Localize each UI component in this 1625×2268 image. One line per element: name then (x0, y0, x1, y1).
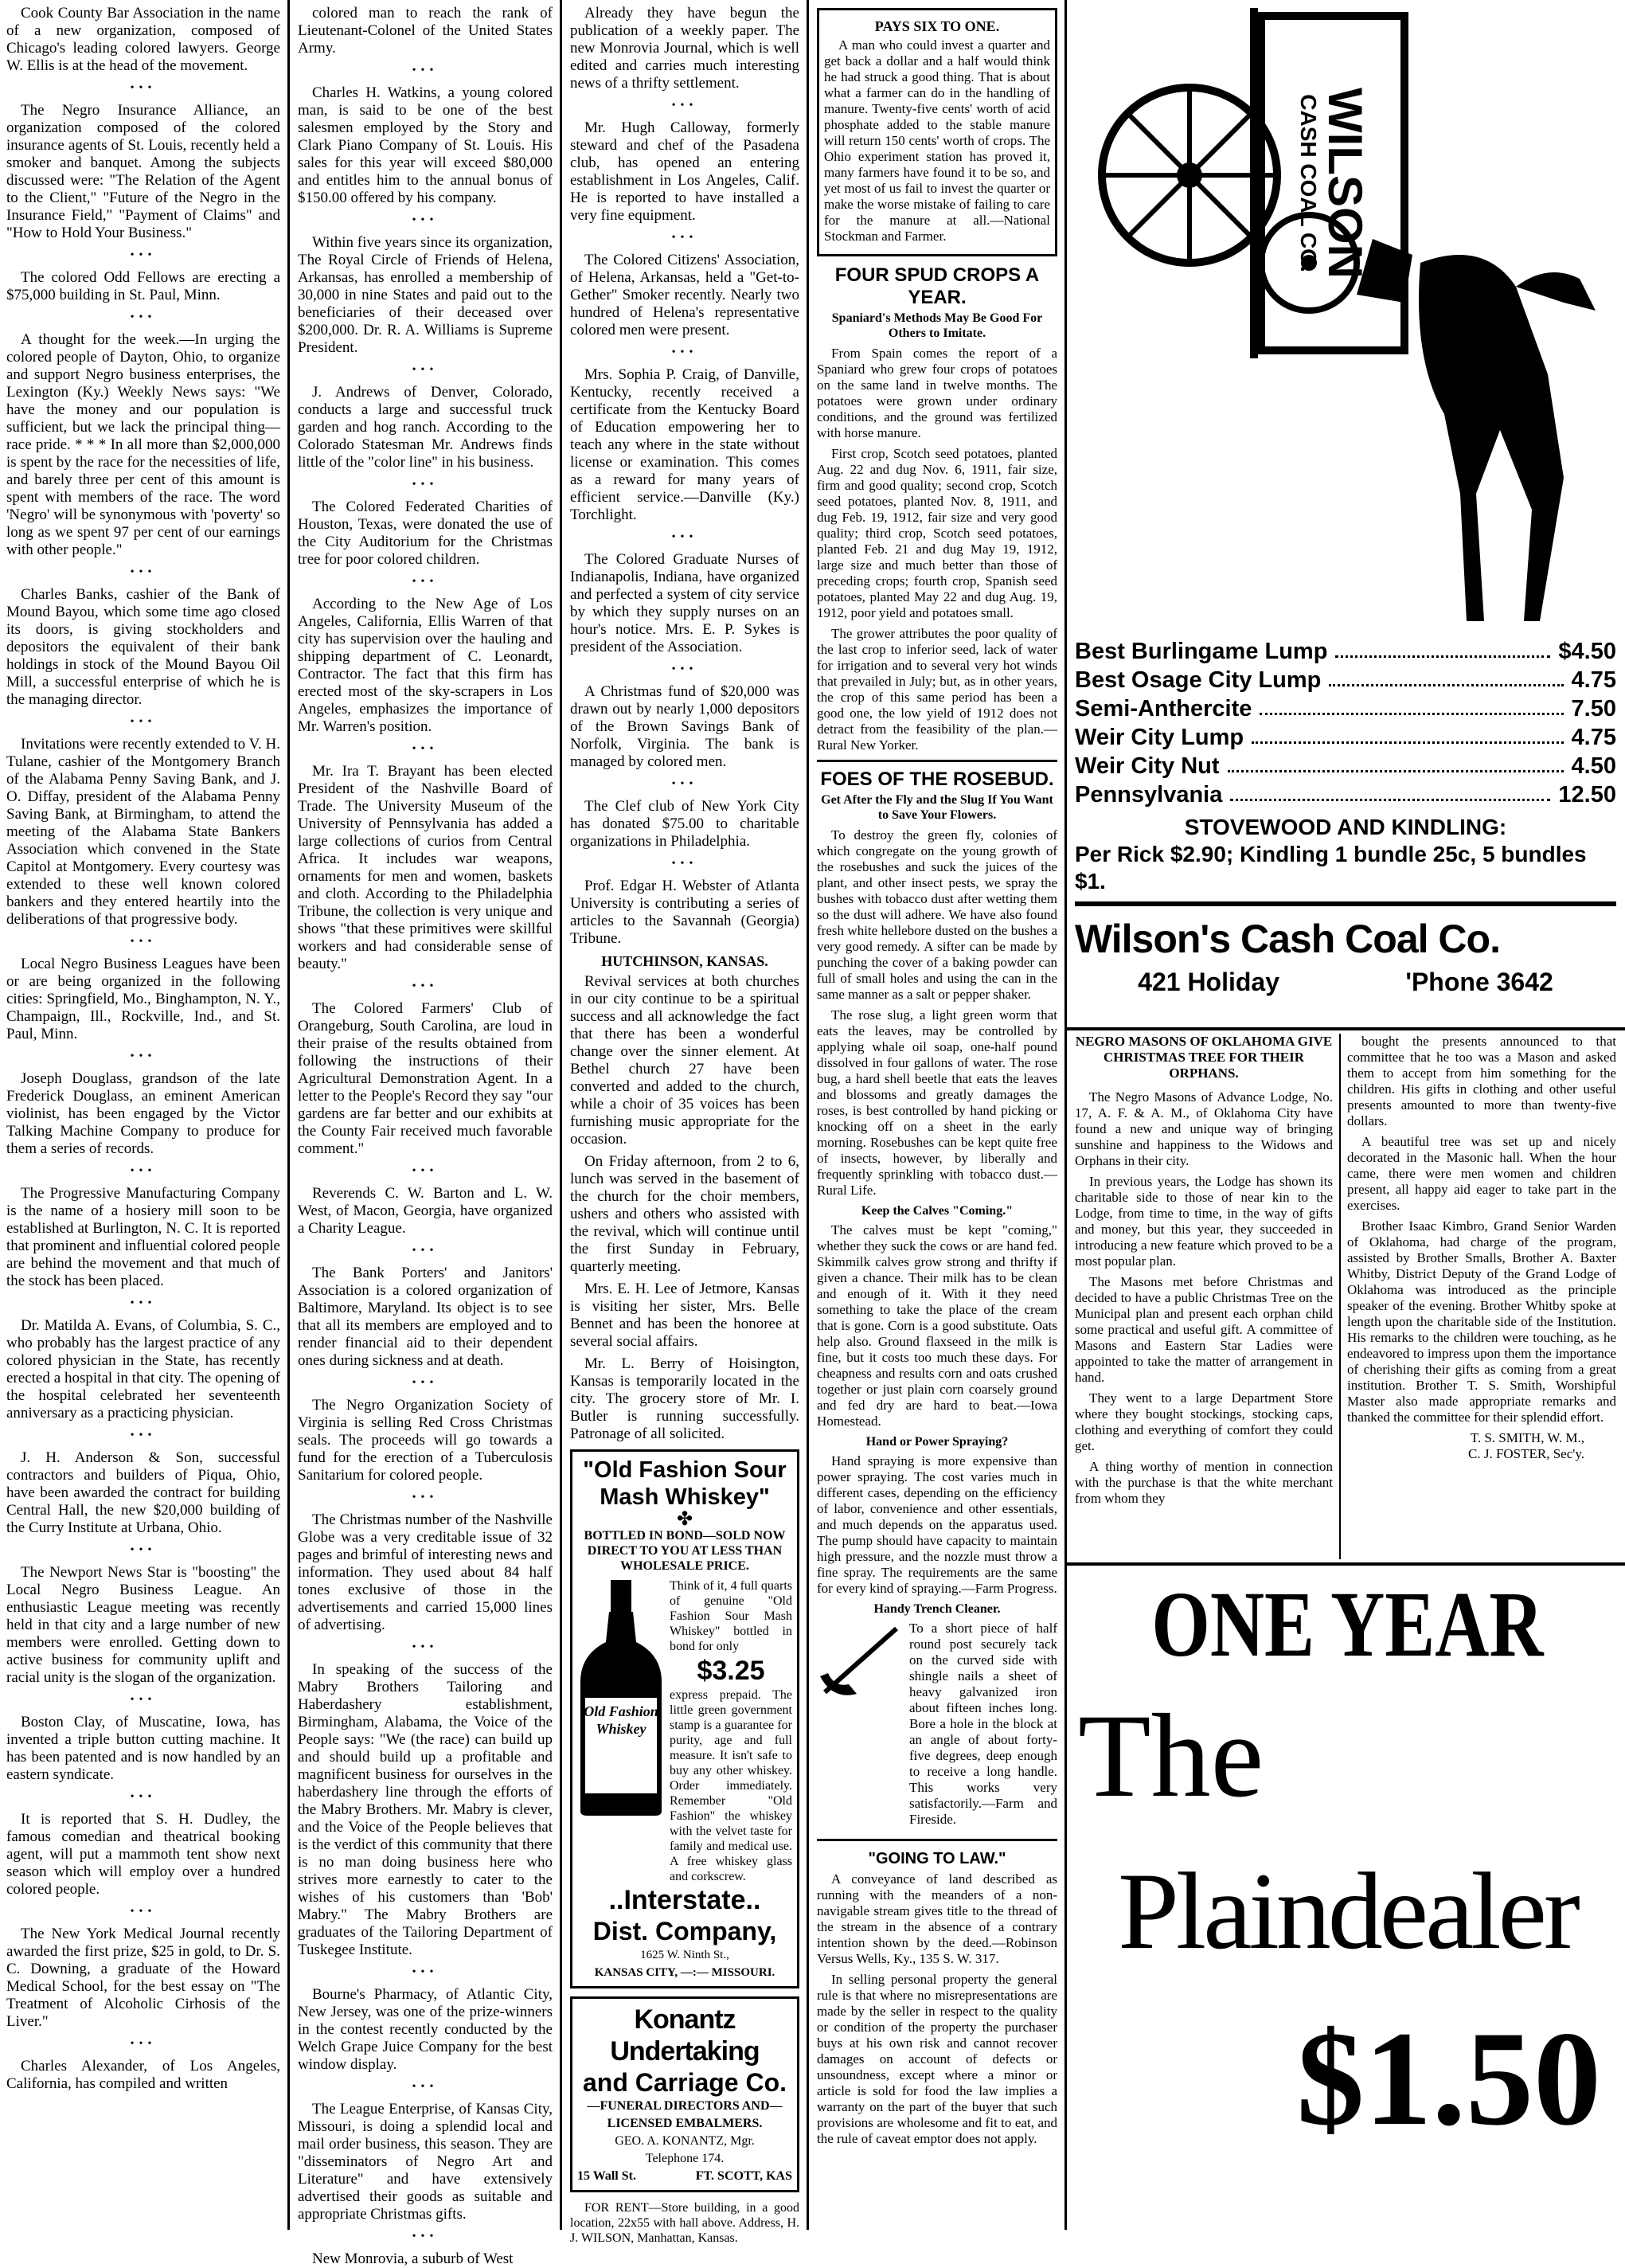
undertaking-street: 15 Wall St. (577, 2169, 636, 2183)
undertaking-title-2: and Carriage Co. (582, 2068, 787, 2097)
news-item: The Christmas number of the Nashville Globe was a very creditable issue of 32 pages and brimful of interesting news and information. They used about 84 half tones exclusive of those in the advertisements and carried 15,000 lines of advertising. (298, 1511, 553, 1633)
coal-price-row (1075, 637, 1616, 666)
news-item: In speaking of the success of the Mabry Brothers Tailoring and Haberdashery establishment, Birmingham, Alabama, the Voice of the People says: "We (the race) can build up and should build up a profitable and magnificent business for ourselves in the haberdashery line through the efforts of the Mabry Brothers. Mr. Mabry is clever, and the Voice of the People believes that is the verdict of this community that there is no man doing business here who strives more earnestly to cater to the wishes of his customers than 'Bob' Mabry." The Mabry Brothers are graduates of the Tailoring Department of Tuskegee Institute. (298, 1661, 553, 1958)
separator-stars: ••• (412, 1492, 439, 1504)
coal-type: Weir City Lump (1075, 725, 1244, 750)
undertaking-line-4: Telephone 174. (645, 2152, 725, 2165)
leader-dots (1329, 666, 1563, 686)
news-item: J. Andrews of Denver, Colorado, conducts a large and successful truck garden and hog ranch. According to the Colorado Statesman Mr. Andrews finds little of the "color line" in his business. (298, 384, 553, 471)
whiskey-ad-title: "Old Fashion Sour Mash Whiskey" (583, 1457, 787, 1510)
hutchinson-paragraph: Mr. L. Berry of Hoisington, Kansas is temporarily located in the city. The grocery store of Mr. I. Butler is running successfully. Patronage of all solicited. (570, 1355, 799, 1442)
undertaking-title-1: Konantz Undertaking (610, 2004, 760, 2067)
news-item: The Negro Organization Society of Virginia is selling Red Cross Christmas seals. The proceeds will go towards a fund for the erection of a Tuberculosis Sanitarium for colored people. (298, 1397, 553, 1484)
news-item: Boston Clay, of Muscatine, Iowa, has invented a triple button cutting machine. It has been patented and is now handled by an eastern syndicate. (6, 1714, 280, 1783)
masons-title: NEGRO MASONS OF OKLAHOMA GIVE CHRISTMAS TREE FOR THEIR ORPHANS. (1075, 1034, 1333, 1081)
news-item: Cook County Bar Association in the name of a new organization, composed of Chicago's leading colored lawyers. George W. Ellis is at the head of the movement. (6, 5, 280, 74)
whiskey-details: express prepaid. The little green government stamp is a guarantee for purity, age and full measure. It isn't safe to buy any other whiskey. Order immediately. Remember "Old Fashion" the whiskey with the velvet taste for family and medical use. A free whiskey glass and corkscrew. (670, 1688, 792, 1883)
masons-paragraph: A thing worthy of mention in connection with the purchase is that the white merchant from whom they (1075, 1459, 1333, 1506)
coal-price-row (1075, 723, 1616, 752)
coal-phone: 'Phone 3642 (1405, 968, 1553, 996)
separator-stars: ••• (130, 1297, 157, 1309)
separator-stars: ••• (412, 1165, 439, 1177)
separator-stars: ••• (412, 65, 439, 76)
separator-stars: ••• (412, 2081, 439, 2093)
plaindealer-one-year: ONE YEAR (1151, 1572, 1544, 1676)
leader-dots (1335, 637, 1550, 658)
separator-stars: ••• (130, 1165, 157, 1177)
news-item: Prof. Edgar H. Webster of Atlanta University is contributing a series of articles to the Savannah (Georgia) Tribune. (570, 878, 799, 947)
news-item: Charles Banks, cashier of the Bank of Mound Bayou, which some time ago closed its doors, is giving stockholders and depositors the equivalent of their bank holdings in stock of the Mound Bayou Oil Mill, a successful enterprise of which he is the managing director. (6, 586, 280, 708)
hutchinson-paragraph: Mrs. E. H. Lee of Jetmore, Kansas is visiting her sister, Mrs. Belle Bennet and has been the honoree at several social affairs. (570, 1281, 799, 1350)
news-item: Local Negro Business Leagues have been or are being organized in the following cities: Springfield, Mo., Binghampton, N. Y., Champaign, Ill., Rockville, Ind., and St. Paul, Minn. (6, 956, 280, 1042)
coal-price: $4.50 (1558, 639, 1616, 664)
trench-title: Handy Trench Cleaner. (873, 1602, 1001, 1616)
column-rule (560, 0, 562, 2230)
spud-title: FOUR SPUD CROPS A YEAR. (834, 264, 1040, 308)
masons-paragraph: They went to a large Department Store where they bought stockings, stocking caps, clothing and everything of comfort they could get. (1075, 1390, 1333, 1453)
separator-stars: ••• (671, 531, 698, 543)
whiskey-company-1: ..Interstate.. (608, 1885, 761, 1915)
separator-stars: ••• (412, 214, 439, 226)
coal-type: Best Osage City Lump (1075, 667, 1322, 693)
separator-stars: ••• (412, 479, 439, 491)
stovewood-heading: STOVEWOOD AND KINDLING: (1184, 815, 1507, 839)
separator-stars: ••• (412, 364, 439, 376)
news-item: The Colored Federated Charities of Houston, Texas, were donated the use of the City Auditorium for the Christmas tree for poor colored children. (298, 499, 553, 568)
news-item: colored man to reach the rank of Lieutenant-Colonel of the United States Army. (298, 5, 553, 57)
coal-price-row (1075, 752, 1616, 780)
news-item: The Newport News Star is "boosting" the Local Negro Business League. An enthusiastic League meeting was recently held in that city and a large number of new members were enrolled. Getting down to active business for community uplift and racial unity is the slogan of the organization. (6, 1564, 280, 1686)
coal-price: 4.50 (1571, 753, 1616, 779)
coal-ad (1070, 0, 1625, 1035)
calves-title: Keep the Calves "Coming." (861, 1204, 1014, 1218)
undertaking-line-1: —FUNERAL DIRECTORS AND— (587, 2099, 783, 2113)
divider (817, 760, 1057, 762)
plaindealer-the: The (1078, 1690, 1264, 1822)
bottle-label-2: Whiskey (596, 1721, 646, 1737)
news-item: The colored Odd Fellows are erecting a $75,000 building in St. Paul, Minn. (6, 269, 280, 303)
separator-stars: ••• (130, 936, 157, 948)
news-item: The Clef club of New York City has donated $75.00 to charitable organizations in Philadelphia. (570, 798, 799, 850)
spray-title: Hand or Power Spraying? (865, 1435, 1009, 1449)
news-item: Invitations were recently extended to V. H. Tulane, cashier of the Montgomery Branch of the Alabama Penny Saving Bank, and J. O. Diffay, president of the Alabama Penny Saving Bank, at Birmingham, to attend the meeting of the Alabama State Bankers Association which convened in the State Capitol at Montgomery. Every courtesy was extended to these well known colored bankers and they entered heartily into the deliberations of that progressive body. (6, 736, 280, 928)
separator-stars: ••• (671, 778, 698, 790)
masons-paragraph: A beautiful tree was set up and nicely decorated in the Masonic hall. When the hour came, there were men women and children present, all happy aid eager to take part in the exercises. (1347, 1134, 1616, 1213)
separator-stars: ••• (412, 1377, 439, 1389)
coal-price: 4.75 (1571, 725, 1616, 750)
news-item: The New York Medical Journal recently awarded the first prize, $25 in gold, to Dr. S. C. Downing, a graduate of the Howard Medical School, for the best essay on "The Treatment of Alcoholic Cirhosis of the Liver." (6, 1926, 280, 2030)
column-rule (1339, 1034, 1341, 1559)
fleur-ornament-icon: ✤ (676, 1509, 693, 1530)
spray-text: Hand spraying is more expensive than power spraying. The cost varies much in different cases, depending on the efficiency of labor, convenience and other essentials, and much depends on the apparatus used. The pump should have capacity to maintain high pressure, and the nozzle must throw a fine spray. The requirements are the same for every kind of spraying.—Farm Progress. (817, 1453, 1057, 1596)
separator-stars: ••• (412, 2231, 439, 2243)
news-item: The League Enterprise, of Kansas City, Missouri, is doing a splendid local and mail order business, this season. They are "disseminators of Negro Art and Literature" and have extensively advertised their goods as suitable and appropriate Christmas gifts. (298, 2101, 553, 2223)
pays-six-box (817, 8, 1057, 256)
whiskey-bottle-icon (577, 1578, 665, 1884)
news-item: J. H. Anderson & Son, successful contractors and builders of Piqua, Ohio, have been awarded the contract for building Central Hall, the new $20,000 building of the Curry Institute at Urbana, Ohio. (6, 1449, 280, 1536)
law-paragraph: In selling personal property the general rule is that where no misrepresentations are made by the seller in respect to the quality or condition of the property the purchaser buys at his own risk and cannot recover damages on account of defects or unsoundness, except where a minor or article is sold for food the law implies a warranty on the part of the buyer that such provisions are wholesome and fit to eat, and the rule of caveat emptor does not apply. (817, 1972, 1057, 2146)
section-rule (1067, 1562, 1625, 1566)
pays-six-text: A man who could invest a quarter and get back a dollar and a half would think he had struck a good thing. That is about what a farmer can do in the handling of manure. Twenty-five cents' worth of acid phosphate added to the stable manure will return 150 cents' worth of crops. The Ohio experiment station has proved it, many farmers have found it to be so, and yet most of us fail to invest the quarter or make the worse mistake of failing to care for the manure at all.—National Stockman and Farmer. (824, 37, 1050, 244)
news-item: Within five years since its organization, The Royal Circle of Friends of Helena, Arkansas, has enrolled a membership of 30,000 in nine States and paid out to the beneficiaries of their deceased over $200,000. Dr. R. A. Williams is Supreme President. (298, 234, 553, 356)
news-item: Already they have begun the publication of a weekly paper. The new Monrovia Journal, which is well edited and carries much interesting news of a thrifty settlement. (570, 5, 799, 92)
news-item: Reverends C. W. Barton and L. W. West, of Macon, Georgia, have organized a Charity League. (298, 1185, 553, 1237)
separator-stars: ••• (130, 2038, 157, 2050)
for-rent-notice: FOR RENT—Store building, in a good location, 22x55 with hall above. Address, H. J. WILSON, Manhattan, Kansas. (570, 2201, 799, 2245)
separator-stars: ••• (671, 858, 698, 870)
coal-type: Semi-Anthercite (1075, 696, 1252, 721)
law-paragraph: A conveyance of land described as running with the meanders of a non-navigable stream gives title to the thread of the stream in the absence of a contrary intention shown by the deed.—Robinson Versus Wells, Ky., 135 S. W. 317. (817, 1871, 1057, 1966)
divider (817, 1839, 1057, 1841)
section-rule (1067, 1027, 1625, 1030)
leader-dots (1260, 694, 1563, 715)
news-item: The Progressive Manufacturing Company is the name of a hosiery mill soon to be established at Burlington, N. C. It is reported that prominent and influential colored people are behind the movement and that much of the stock has been placed. (6, 1185, 280, 1289)
news-item: The Colored Farmers' Club of Orangeburg, South Carolina, are loud in their praise of the results obtained from following the instructions of their Agricultural Demonstration Agent. In a letter to the People's Record they say "our gardens are far better and our exhibits at the County Fair received much favorable comment." (298, 1000, 553, 1157)
plaindealer-price: $1.50 (1296, 2004, 1601, 2153)
coal-address: 421 Holiday (1138, 968, 1280, 996)
kindling-prices: Per Rick $2.90; Kindling 1 bundle 25c, 5 bundles $1. (1075, 842, 1587, 894)
coal-price: 4.75 (1571, 667, 1616, 693)
rose-paragraph: The rose slug, a light green worm that eats the leaves, may be controlled by applying whale oil soap, one-half pound dissolved in four gallons of water. The rose bug, a hard shell beetle that eats the leaves and blossoms and greatly damages the roses, is best controlled by hand picking or knocking off on a sheet in the early morning. Rosebushes can be kept quite free of insects, however, by liberally and frequently sprinkling with tobacco dust.—Rural Life. (817, 1007, 1057, 1198)
rose-title: FOES OF THE ROSEBUD. (820, 768, 1054, 790)
separator-stars: ••• (671, 232, 698, 244)
separator-stars: ••• (412, 743, 439, 755)
separator-stars: ••• (130, 82, 157, 94)
separator-stars: ••• (671, 346, 698, 358)
news-column-3 (564, 0, 806, 2245)
coal-price-row (1075, 780, 1616, 809)
trench-cleaner-icon (817, 1621, 904, 1832)
masons-article (1070, 1034, 1625, 1559)
coal-price-row (1075, 694, 1616, 723)
hutchinson-paragraph: On Friday afternoon, from 2 to 6, lunch was served in the basement of the church for the choir members, ushers and others who assisted with the revival, which will continue until the first Sunday in February, quarterly meeting. (570, 1153, 799, 1275)
whiskey-company-2: Dist. Company, (592, 1917, 777, 1945)
coal-wagon-illustration (1070, 0, 1625, 629)
calves-text: The calves must be kept "coming," whether they suck the cows or are hand fed. Skimmilk calves grow strong and thrifty if given a chance. Their milk has to be clean and enough of it. With it they need something to take the place of the cream that is gone. Corn is a good substitute. Oats help also. Ground flaxseed in the milk is fine, but it costs too much these days. For cheapness and results corn and oats crushed together or just plain corn coarsely ground and fed dry are hard to beat.—Iowa Homestead. (817, 1222, 1057, 1429)
spud-paragraph: The grower attributes the poor quality of the last crop to inferior seed, lack of water for irrigation and to several very hot winds that prevailed in July; but, as in other years, the crop of this same period has been a good one, the low yield of 1912 does not detract from the feasibility of the plan.—Rural New Yorker. (817, 626, 1057, 753)
spud-paragraph: First crop, Scotch seed potatoes, planted Aug. 22 and dug Nov. 6, 1911, fair size, firm and good quality; second crop, Scotch seed potatoes, planted Nov. 8, 1911, and dug Feb. 19, 1912, fair size and very good quality; third crop, Scotch seed potatoes, planted Feb. 21 and dug May 19, 1912, large size and much better than those of preceding crops; fourth crop, Spanish seed potatoes, planted May 22 and dug Aug. 19, 1912, poor yield and potatoes small. (817, 446, 1057, 620)
coal-type: Pennsylvania (1075, 782, 1223, 807)
masons-paragraph: Brother Isaac Kimbro, Grand Senior Warden of Oklahoma, had charge of the program, assisted by Brother Smalls, Brother A. Baxter Whitby, District Deputy of the Grand Lodge of Oklahoma was introduced as the principle speaker of the evening. Brother Whitby spoke at length upon the charitable side of the Institution. His remarks to the children were touching, as he endeavored to impress upon them the importance of cherishing their gifts as coming from a great institution. Brother T. S. Smith, Worshipful Master also made appropriate remarks and thanked the committee for their splendid effort. (1347, 1218, 1616, 1425)
rose-subtitle: Get After the Fly and the Slug If You Want to Save Your Flowers. (821, 793, 1053, 822)
plaindealer-ad (1070, 1569, 1625, 2230)
news-item: The Negro Insurance Alliance, an organization composed of the colored insurance agents of St. Louis, recently held a smoker and banquet. Among the subjects discussed were: "The Relation of the Agent to the Client," "Future of the Negro in the Insurance Field," "Payment of Claims" and "How to Hold Your Business." (6, 102, 280, 241)
column-rule (287, 0, 290, 2230)
news-column-4 (811, 0, 1064, 2230)
separator-stars: ••• (130, 716, 157, 728)
news-item: It is reported that S. H. Dudley, the famous comedian and theatrical booking agent, will put a mammoth tent show next season which will employ over a hundred colored people. (6, 1811, 280, 1898)
separator-stars: ••• (671, 100, 698, 111)
whiskey-city: KANSAS CITY, —:— MISSOURI. (594, 1966, 775, 1979)
news-item: The Bank Porters' and Janitors' Association is a colored organization of Baltimore, Maryland. Its object is to see that all its members are employed and to render financial aid to their dependent ones during sickness and at death. (298, 1265, 553, 1369)
separator-stars: ••• (412, 576, 439, 588)
coal-type: Best Burlingame Lump (1075, 639, 1328, 664)
separator-stars: ••• (412, 1245, 439, 1257)
separator-stars: ••• (130, 1429, 157, 1441)
masons-signature-1: T. S. SMITH, W. M., (1470, 1430, 1584, 1445)
trench-text: To a short piece of half round post securely tack on the curved side with shingle nails a sheet of heavy galvanized iron about fifteen inches long. Bore a hole in the block at an angle of about forty-five degrees, deep enough to receive a long handle. This works very satisfactorily.—Farm and Fireside. (909, 1621, 1057, 1827)
separator-stars: ••• (671, 663, 698, 675)
wagon-text-1: WILSON (1318, 88, 1372, 279)
coal-company-name: Wilson's Cash Coal Co. (1075, 917, 1500, 961)
separator-stars: ••• (130, 311, 157, 323)
separator-stars: ••• (412, 1966, 439, 1978)
coal-price-row (1075, 666, 1616, 694)
masons-signature-2: C. J. FOSTER, Sec'y. (1467, 1446, 1584, 1461)
separator-stars: ••• (412, 1641, 439, 1653)
rose-paragraph: To destroy the green fly, colonies of which congregate on the young growth of the rosebushes and suck the juices of the plant, and other insect pests, we spray the bushes with tobacco dust after wetting them so the dust will adhere. We have also found fresh white hellebore dusted on the bushes a very good remedy. A sifter can be made by punching the cover of a baking powder can full of small holes and using the can in the same manner as a salt or pepper shaker. (817, 827, 1057, 1002)
law-title: "GOING TO LAW." (868, 1850, 1006, 1867)
masons-paragraph: The Negro Masons of Advance Lodge, No. 17, A. F. & A. M., of Oklahoma City have found a new and unique way of bringing sunshine and happiness to the Widows and Orphans in their city. (1075, 1089, 1333, 1168)
hutchinson-heading: HUTCHINSON, KANSAS. (601, 953, 768, 969)
news-item: Charles H. Watkins, a young colored man, is said to be one of the best salesmen employed by the Story and Clark Piano Company of St. Louis. His sales for this year will exceed $80,000 and entitles him to the annual bonus of $150.00 offered by his company. (298, 84, 553, 206)
undertaking-town: FT. SCOTT, KAS (695, 2169, 792, 2183)
undertaking-line-2: LICENSED EMBALMERS. (607, 2117, 763, 2130)
separator-stars: ••• (412, 980, 439, 992)
separator-stars: ••• (130, 566, 157, 578)
news-item: Joseph Douglass, grandson of the late Frederick Douglass, an eminent American violinist, has been engaged by the Victor Talking Machine Company to produce for them a series of records. (6, 1070, 280, 1157)
coal-price: 7.50 (1571, 696, 1616, 721)
leader-dots (1228, 752, 1564, 772)
leader-dots (1252, 723, 1563, 744)
column-rule (807, 0, 809, 2230)
masons-paragraph: The Masons met before Christmas and decided to have a public Christmas Tree on the Municipal plan and present each orphan child some practical and useful gift. A committee of Masons and Eastern Star Ladies were appointed to take the matter of arrangement in hand. (1075, 1274, 1333, 1385)
whiskey-bottled: BOTTLED IN BOND—SOLD NOW DIRECT TO YOU AT LESS THAN WHOLESALE PRICE. (584, 1529, 786, 1573)
news-item: A Christmas fund of $20,000 was drawn out by nearly 1,000 depositors of the Brown Savings Bank of Norfolk, Virginia. The bank is managed by colored men. (570, 683, 799, 770)
masons-paragraph: In previous years, the Lodge has shown its charitable side to those of near kin to the Lodge, from time to time, in the way of gifts and money, but this year, they succeeded in introducing a new feature which proved to be a most popular plan. (1075, 1174, 1333, 1269)
column-rule (1064, 0, 1067, 2230)
news-item: According to the New Age of Los Angeles, California, Ellis Warren of that city has supervision over the hauling and shipping department of C. Leonardt, Contractor. The fact that this firm has erected most of the sky-scrapers in Los Angeles, emphasizes the importance of Mr. Warren's position. (298, 596, 553, 735)
whiskey-address: 1625 W. Ninth St., (640, 1949, 729, 1961)
masons-paragraph: bought the presents announced to that committee that he too was a Mason and asked them to accept from him something for the children. His gifts in clothing and other useful presents amounted to more than twenty-five dollars. (1347, 1034, 1616, 1128)
plaindealer-name: Plaindealer (1118, 1850, 1577, 1972)
separator-stars: ••• (130, 1791, 157, 1803)
news-item: A thought for the week.—In urging the colored people of Dayton, Ohio, to organize and support Negro business enterprises, the Lexington (Ky.) Weekly News says: "We have the money and our population is sufficient, but we lack the principal thing—race pride. * * * In all more than $2,000,000 is spent by the race for the necessities of life, and barely three per cent of this amount is spent with members of the race. The word 'Negro' will be synonymous with 'poverty' so long as we spent 97 per cent of our earnings with other people." (6, 331, 280, 558)
separator-stars: ••• (130, 1906, 157, 1918)
news-item: Mr. Hugh Calloway, formerly steward and chef of the Pasadena club, has opened an entering establishment in Los Angeles, Calif. He is reported to have installed a very fine equipment. (570, 119, 799, 224)
coal-price: 12.50 (1558, 782, 1616, 807)
divider (1075, 901, 1616, 906)
news-item: The Colored Graduate Nurses of Indianapolis, Indiana, have organized and perfected a system of city service by which they supply nurses on an hour's notice. Mrs. E. P. Sykes is president of the Association. (570, 551, 799, 655)
separator-stars: ••• (130, 1544, 157, 1556)
separator-stars: ••• (130, 249, 157, 261)
separator-stars: ••• (130, 1694, 157, 1706)
whiskey-ad (570, 1449, 799, 1988)
news-column-1 (0, 0, 287, 2230)
undertaking-ad (570, 1996, 799, 2192)
bottle-label-1: Old Fashion (584, 1703, 658, 1719)
hutchinson-paragraph: Revival services at both churches in our city continue to be a spiritual success and all acknowledge the fact that there has been a wonderful change over the sinner element. At Bethel church 27 have been converted and added to the church, while a choir of 35 voices has been furnishing music appropriate for the occasion. (570, 973, 799, 1148)
spud-paragraph: From Spain comes the report of a Spaniard who grew four crops of potatoes on the same land in twelve months. The potatoes were grown under ordinary conditions, and the ground was fertilized with horse manure. (817, 346, 1057, 440)
undertaking-line-3: GEO. A. KONANTZ, Mgr. (615, 2134, 755, 2148)
news-item: Mrs. Sophia P. Craig, of Danville, Kentucky, recently received a certificate from the Kentucky Board of Education empowering her to teach any where in the state without license or examination. This comes as a reward for many years of efficient service.—Danville (Ky.) Torchlight. (570, 366, 799, 523)
wagon-text-2: CASH COAL CO. (1296, 94, 1321, 272)
news-item: The Colored Citizens' Association, of Helena, Arkansas, held a "Get-to-Gether" Smoker recently. Nearly two hundred of Helena's representative colored men were present. (570, 252, 799, 338)
coal-type: Weir City Nut (1075, 753, 1220, 779)
spud-subtitle: Spaniard's Methods May Be Good For Others to Imitate. (831, 311, 1043, 340)
news-column-2 (291, 0, 559, 2267)
whiskey-offer: Think of it, 4 full quarts of genuine "Old Fashion Sour Mash Whiskey" bottled in bond for only (670, 1579, 792, 1653)
pays-six-title: PAYS SIX TO ONE. (874, 18, 1000, 34)
news-item: Bourne's Pharmacy, of Atlantic City, New Jersey, was one of the prize-winners in the contest recently conducted by the Welch Grape Juice Company for the best window display. (298, 1986, 553, 2073)
news-item: New Monrovia, a suburb of West (312, 2250, 514, 2267)
whiskey-price: $3.25 (697, 1656, 765, 1686)
news-item: Mr. Ira T. Brayant has been elected President of the Nashville Board of Trade. The University Museum of the University of Pennsylvania has added a large collections of curios from Central Africa. It includes war weapons, ornaments for men and women, baskets and cloth. According to the Philadelphia Tribune, the collection is very unique and shows "that these primitives were skillful workers and had considerable sense of beauty." (298, 763, 553, 972)
leader-dots (1230, 780, 1550, 801)
news-item: Charles Alexander, of Los Angeles, California, has compiled and written (6, 2058, 280, 2092)
separator-stars: ••• (130, 1050, 157, 1062)
news-item: Dr. Matilda A. Evans, of Columbia, S. C., who probably has the largest practice of any colored physician in the State, has recently erected a hospital in that city. The opening of the hospital celebrated her seventeenth anniversary as a practicing physician. (6, 1317, 280, 1421)
